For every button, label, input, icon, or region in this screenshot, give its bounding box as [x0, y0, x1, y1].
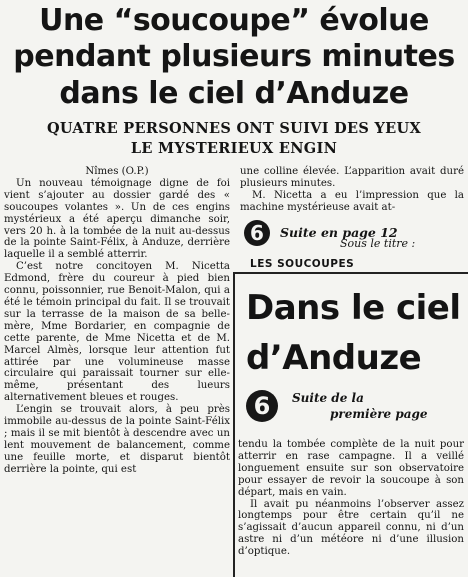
continuation-text	[292, 390, 428, 422]
continuation-from-front	[246, 390, 428, 422]
headline-line-1: Une “soucoupe” évolue	[39, 3, 429, 38]
article-right-column	[240, 166, 464, 214]
box-title-line-1: Dans le ciel	[246, 288, 461, 328]
page-number-badge: 6	[246, 390, 278, 422]
article-paragraph: M. Nicetta a eu l’impression que la machine mystérieuse avait at-	[240, 189, 464, 213]
box-article-column	[238, 439, 464, 558]
page-number-badge: 6	[244, 220, 270, 246]
article-paragraph: une colline élevée. L’apparition avait duré plusieurs minutes.	[240, 166, 464, 189]
headline-line-2: pendant plusieurs minutes	[13, 39, 455, 74]
continuation-line-1: Suite de la	[292, 391, 364, 405]
box-rule-vertical	[233, 272, 235, 577]
box-title-line-2: d’Anduze	[246, 338, 422, 378]
subheadline-line-1: QUATRE PERSONNES ONT SUIVI DES YEUX	[46, 120, 422, 137]
continuation-text: Suite en page 12	[280, 225, 398, 240]
article-paragraph: Un nouveau témoignage digne de foi vient s’ajouter au dossier gardé des « soucoupes volantes ». Un de ces engins mystérieux a été aperçu dimanche soir, vers 20 h. à la tombée de la nuit au-dessus de la pointe Saint-Félix, à Anduze, derrière laquelle il a semblé atterrir.	[4, 177, 230, 261]
rubric-label: LES SOUCOUPES	[250, 258, 355, 270]
dateline: Nîmes (O.P.)	[85, 166, 149, 177]
continuation-line-2: première page	[330, 407, 428, 421]
article-paragraph: Il avait pu néanmoins l’observer assez longtemps pour être certain qu’il ne s’agissait d’aucun appareil connu, ni d’un astre ni d’un météore ni d’une illusion d’optique.	[238, 498, 464, 558]
article-left-column	[4, 166, 230, 476]
article-paragraph: C’est notre concitoyen M. Nicetta Edmond, frère du coureur à pied bien connu, poissonnier, rue Benoit-Malon, qui a été le témoin principal du fait. Il se trouvait sur la terrasse de la maison de sa belle-mère, Mme Bordarier, en compagnie de cette parente, de Mme Nicetta et de M. Marcel Almès, lorsque leur attention fut attirée par une volumineuse masse circulaire qui paraissait tourner sur elle-même, présentant des lueurs alternativement bleues et rouges.	[4, 261, 231, 404]
article-paragraph: L’engin se trouvait alors, à peu près immobile au-dessus de la pointe Saint-Félix ; mais il se mit bientôt à descendre avec un lent mouvement de balancement, comme une feuille morte, et disparut bientôt derrière la pointe, qui est	[4, 404, 230, 475]
subheadline-line-2: LE MYSTERIEUX ENGIN	[130, 140, 338, 157]
headline-line-3: dans le ciel d’Anduze	[59, 76, 409, 111]
continuation-subtext: Sous le titre :	[340, 237, 416, 250]
article-paragraph: tendu la tombée complète de la nuit pour atterrir en rase campagne. Il a veillé longuement ensuite sur son observatoire pour essayer de revoir la soucoupe à son départ, mais en vain.	[238, 439, 464, 498]
box-rule-horizontal	[233, 272, 468, 274]
